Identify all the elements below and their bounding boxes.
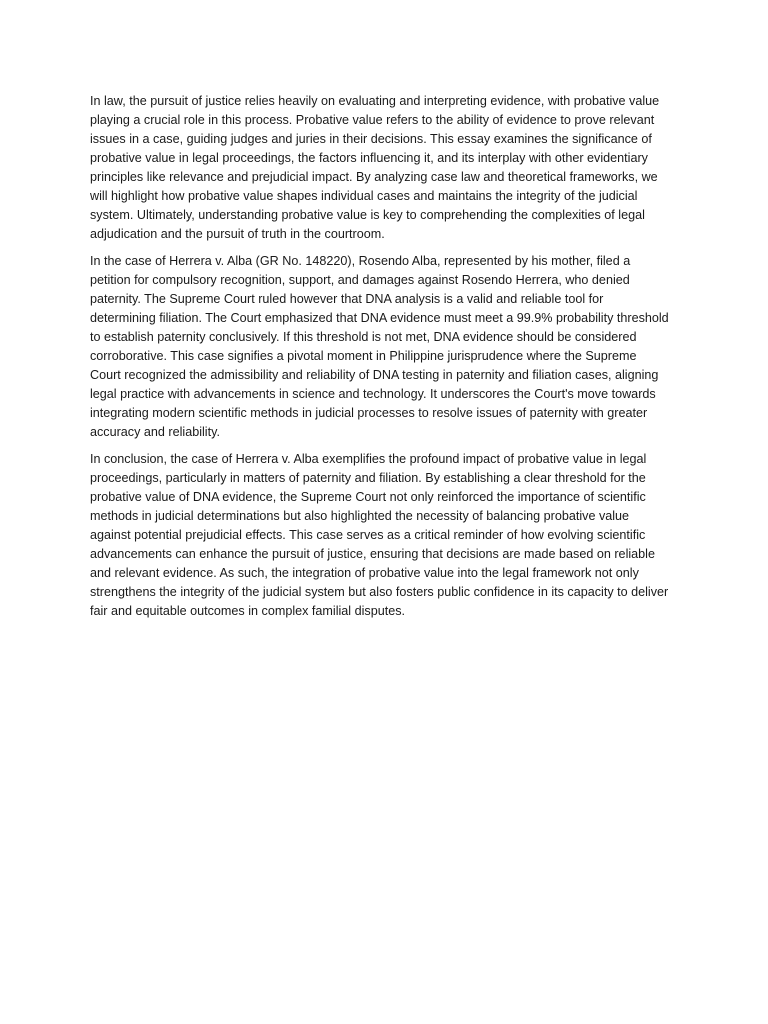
paragraph-introduction: In law, the pursuit of justice relies heavily on evaluating and interpreting evidence, with probative value playing a crucial role in this process. Probative value refers to the ability of evidence to prove relevant issues in a case, guiding judges and juries in their decisions. This essay examines the significance of probative value in legal proceedings, the factors influencing it, and its interplay with other evidentiary principles like relevance and prejudicial impact. By analyzing case law and theoretical frameworks, we will highlight how probative value shapes individual cases and maintains the integrity of the judicial system. Ultimately, understanding probative value is key to comprehending the complexities of legal adjudication and the pursuit of truth in the courtroom. (90, 94, 660, 241)
paragraph-conclusion: In conclusion, the case of Herrera v. Alba exemplifies the profound impact of probative value in legal proceedings, particularly in matters of paternity and filiation. By establishing a clear threshold for the probative value of DNA evidence, the Supreme Court not only reinforced the importance of scientific methods in judicial determinations but also highlighted the necessity of balancing probative value against potential prejudicial effects. This case serves as a critical reminder of how evolving scientific advancements can enhance the pursuit of justice, ensuring that decisions are made based on reliable and relevant evidence. As such, the integration of probative value into the legal framework not only strengthens the integrity of the judicial system but also fosters public confidence in its capacity to deliver fair and equitable outcomes in complex familial disputes. (90, 452, 669, 618)
document-body (90, 92, 670, 629)
paragraph-case-herrera-v-alba: In the case of Herrera v. Alba (GR No. 148220), Rosendo Alba, represented by his mother, filed a petition for compulsory recognition, support, and damages against Rosendo Herrera, who denied paternity. The Supreme Court ruled however that DNA analysis is a valid and reliable tool for determining filiation. The Court emphasized that DNA evidence must meet a 99.9% probability threshold to establish paternity conclusively. If this threshold is not met, DNA evidence should be considered corroborative. This case signifies a pivotal moment in Philippine jurisprudence where the Supreme Court recognized the admissibility and reliability of DNA testing in paternity and filiation cases, aligning legal practice with advancements in science and technology. It underscores the Court's move towards integrating modern scientific methods in judicial processes to resolve issues of paternity with greater accuracy and reliability. (90, 254, 669, 439)
